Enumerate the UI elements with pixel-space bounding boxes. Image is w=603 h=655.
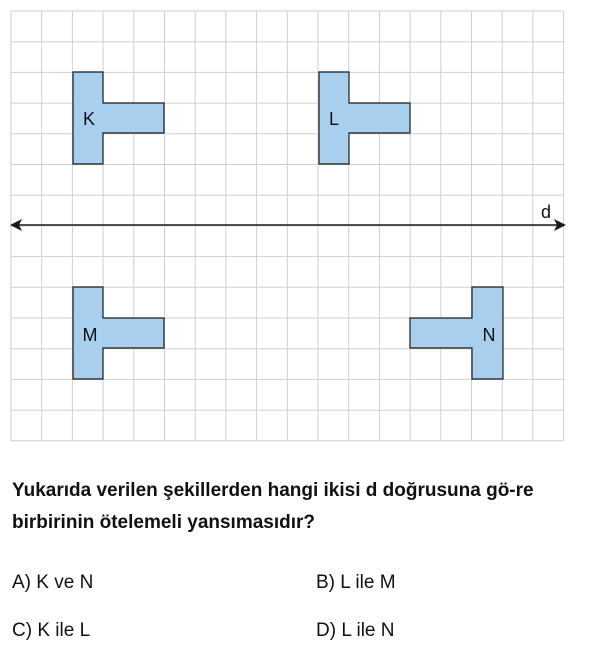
shape-n bbox=[410, 287, 503, 379]
option-b[interactable]: B) L ile M bbox=[316, 572, 396, 593]
option-c[interactable]: C) K ile L bbox=[12, 620, 91, 641]
question-text: Yukarıda verilen şekillerden hangi ikisi d doğrusuna gö-re birbirinin ötelemeli yansımasıdır? bbox=[12, 480, 534, 533]
line-d bbox=[10, 202, 566, 231]
line-d-label: d bbox=[541, 202, 552, 222]
shape-m-label: M bbox=[82, 325, 98, 345]
shape-l-label: L bbox=[328, 109, 340, 129]
shape-m bbox=[73, 287, 164, 379]
shape-l bbox=[319, 72, 410, 164]
option-a[interactable]: A) K ve N bbox=[12, 572, 94, 593]
shape-k bbox=[73, 72, 164, 164]
shape-n-label: N bbox=[482, 325, 496, 345]
shape-k-label: K bbox=[82, 109, 96, 129]
option-d[interactable]: D) L ile N bbox=[316, 620, 395, 641]
